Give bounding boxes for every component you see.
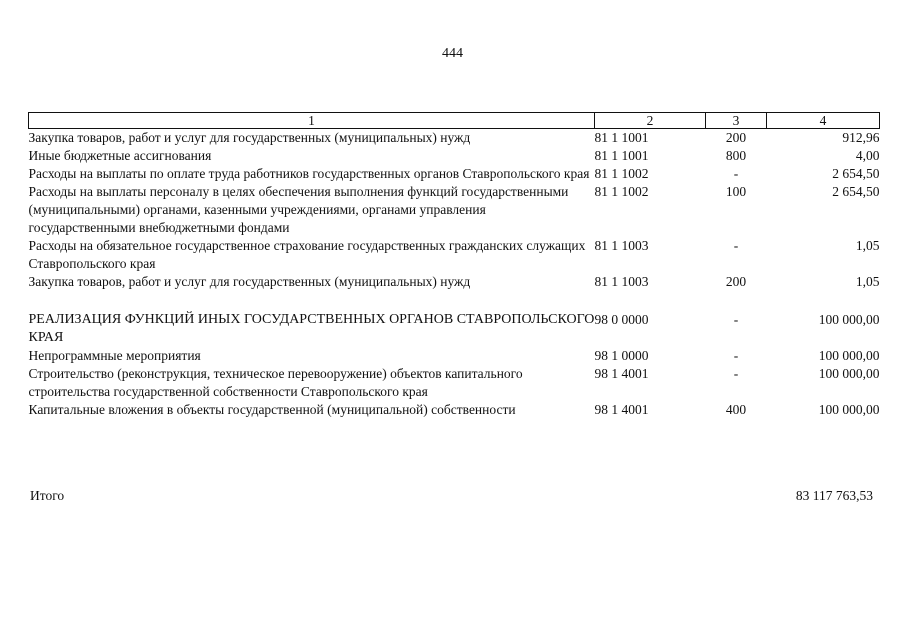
column-header-3: 3	[706, 113, 767, 129]
row-name: Расходы на обязательное государственное страхование государственных гражданских служащих Ставропольского края	[28, 238, 586, 271]
row-code: 98 1 4001	[594, 402, 649, 417]
row-type: -	[733, 166, 739, 181]
row-name: Расходы на выплаты по оплате труда работников государственных органов Ставропольского края	[28, 166, 590, 181]
section-name: РЕАЛИЗАЦИЯ ФУНКЦИЙ ИНЫХ ГОСУДАРСТВЕННЫХ ОРГАНОВ СТАВРОПОЛЬСКОГО КРАЯ	[28, 312, 595, 345]
section-row	[29, 311, 880, 347]
row-amount: 912,96	[842, 130, 880, 145]
table-row	[29, 129, 880, 148]
table-row	[29, 183, 880, 237]
table-header-row	[29, 113, 880, 129]
row-code: 98 1 4001	[594, 366, 649, 381]
row-code: 81 1 1001	[594, 130, 649, 145]
row-type: 800	[725, 148, 747, 163]
total-row	[28, 488, 879, 508]
row-amount: 4,00	[855, 148, 880, 163]
row-code: 81 1 1003	[594, 238, 649, 253]
row-amount: 2 654,50	[832, 184, 880, 199]
column-header-2: 2	[595, 113, 706, 129]
row-amount: 100 000,00	[818, 366, 880, 381]
row-amount: 100 000,00	[818, 312, 880, 327]
table-row	[29, 365, 880, 401]
row-amount: 100 000,00	[818, 402, 880, 417]
row-type: 100	[725, 184, 747, 199]
column-header-1: 1	[29, 113, 595, 129]
row-name: Капитальные вложения в объекты государственной (муниципальной) собственности	[28, 402, 516, 417]
row-type: 200	[725, 130, 747, 145]
row-name: Строительство (реконструкция, техническое перевооружение) объектов капитального строительства государственной собственности Ставропольского края	[28, 366, 523, 399]
row-type: -	[733, 312, 739, 327]
page-number: 444	[442, 46, 463, 61]
row-amount: 1,05	[855, 274, 880, 289]
row-name: Иные бюджетные ассигнования	[28, 148, 212, 163]
row-name: Закупка товаров, работ и услуг для государственных (муниципальных) нужд	[28, 130, 471, 145]
row-code: 81 1 1002	[594, 184, 649, 199]
table-row	[29, 237, 880, 273]
table-row	[29, 165, 880, 183]
row-name: Расходы на выплаты персоналу в целях обеспечения выполнения функций государственными (муниципальными) органами, казенными учреждениями, органами управления государственными внебюджетными фондами	[28, 184, 569, 235]
row-type: 400	[725, 402, 747, 417]
total-amount: 83 117 763,53	[795, 488, 873, 503]
spacer-row	[29, 291, 880, 311]
row-code: 81 1 1002	[594, 166, 649, 181]
table-row	[29, 273, 880, 291]
row-code: 98 0 0000	[594, 312, 649, 327]
row-code: 98 1 0000	[594, 348, 649, 363]
table-row	[29, 401, 880, 419]
row-code: 81 1 1003	[594, 274, 649, 289]
table-row	[29, 347, 880, 365]
row-amount: 1,05	[855, 238, 880, 253]
budget-table	[28, 112, 880, 419]
row-type: -	[733, 348, 739, 363]
row-name: Закупка товаров, работ и услуг для государственных (муниципальных) нужд	[28, 274, 471, 289]
row-amount: 2 654,50	[832, 166, 880, 181]
column-header-4: 4	[767, 113, 880, 129]
row-type: 200	[725, 274, 747, 289]
row-type: -	[733, 366, 739, 381]
row-name: Непрограммные мероприятия	[28, 348, 201, 363]
total-label: Итого	[30, 488, 65, 503]
row-amount: 100 000,00	[818, 348, 880, 363]
row-code: 81 1 1001	[594, 148, 649, 163]
row-type: -	[733, 238, 739, 253]
table-row	[29, 147, 880, 165]
